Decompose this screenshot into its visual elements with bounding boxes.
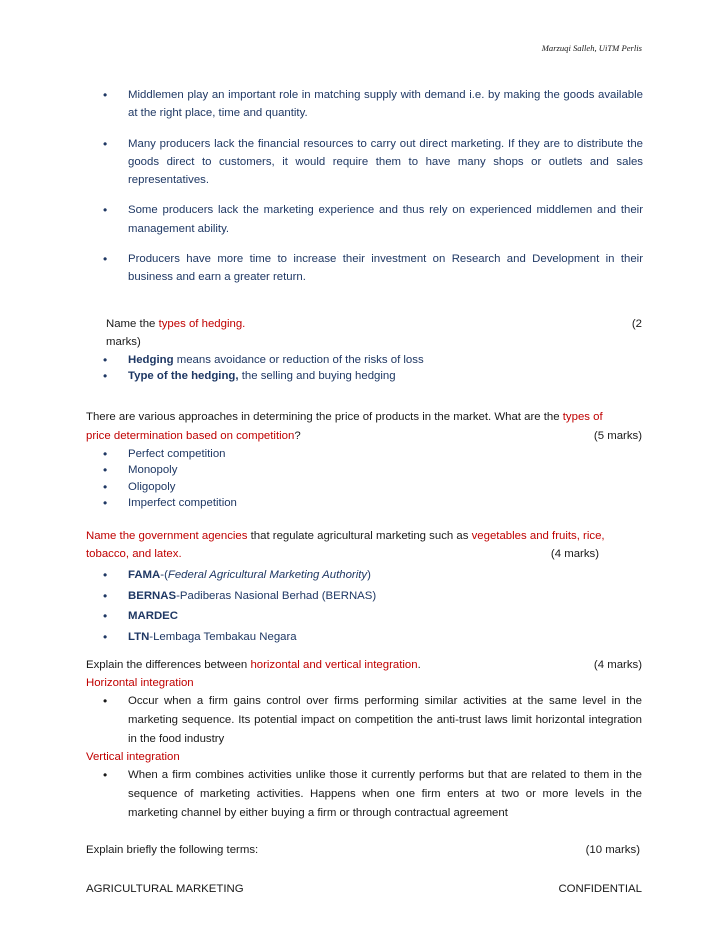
- vertical-integration-list: [128, 766, 642, 823]
- price-types-list: [128, 446, 237, 511]
- agency-text: -Lembaga Tembakau Negara: [149, 630, 297, 643]
- vertical-integration-title: Vertical integration: [86, 751, 180, 763]
- question-marks: (10 marks): [585, 844, 640, 856]
- list-item: • Oligopoly: [128, 479, 237, 495]
- question-highlight: horizontal and vertical integration: [250, 659, 418, 671]
- term-bold: Type of the hedging,: [128, 370, 239, 383]
- term-text: means avoidance or reduction of the risks of loss: [173, 354, 424, 366]
- list-item: [128, 565, 376, 586]
- question-marks: (4 marks): [550, 548, 599, 560]
- question-marks: (5 marks): [593, 430, 642, 442]
- question-marks: (2: [631, 318, 642, 330]
- question-price: [86, 409, 642, 426]
- horizontal-integration-list: [128, 692, 642, 749]
- question-integration: [86, 657, 642, 674]
- question-agencies-line2: [86, 546, 599, 563]
- question-agencies: [86, 528, 642, 545]
- question-highlight: types of hedging.: [158, 318, 246, 330]
- list-item: [128, 606, 376, 627]
- question-marks-continued: marks): [106, 336, 141, 348]
- term-bold: Hedging: [128, 354, 174, 366]
- middlemen-points-list: [128, 86, 643, 287]
- list-item: [128, 368, 424, 384]
- footer-confidential: CONFIDENTIAL: [558, 883, 642, 895]
- question-highlight: Name the government agencies: [86, 530, 248, 542]
- question-highlight: tobacco, and latex.: [86, 548, 182, 560]
- question-text: Explain briefly the following terms:: [86, 844, 259, 856]
- list-item: • Occur when a firm gains control over firms performing similar activities at the same level in the marketing sequence. Its potential impact on competition the anti-trust laws limit horizontal integration in the food industry: [128, 692, 642, 749]
- list-item: • Monopoly: [128, 462, 237, 478]
- list-item: • Some producers lack the marketing experience and thus rely on experienced middlemen and their management ability.: [128, 201, 643, 238]
- question-text: .: [417, 659, 421, 671]
- agency-acronym: BERNAS: [128, 589, 177, 602]
- agency-text: -(: [160, 569, 168, 581]
- question-highlight: types of: [562, 411, 603, 423]
- question-text: Name the: [106, 318, 159, 330]
- agency-acronym: FAMA: [128, 569, 161, 581]
- agency-text: ): [367, 569, 371, 581]
- hedging-list: [128, 352, 424, 385]
- list-item: • Perfect competition: [128, 446, 237, 462]
- question-highlight: price determination based on competition: [86, 430, 295, 442]
- list-item: [128, 352, 424, 368]
- page-header-author: Marzuqi Salleh, UiTM Perlis: [541, 43, 642, 53]
- list-item: • Many producers lack the financial resources to carry out direct marketing. If they are to distribute the goods direct to customers, it would require them to have many shops or outlets and sales representatives.: [128, 135, 643, 190]
- list-item: • Imperfect competition: [128, 495, 237, 511]
- list-item: • When a firm combines activities unlike those it currently performs but that are related to them in the sequence of marketing activities. Happens when one firm enters at two or more levels in the marketing channel by either buying a firm or through contractual agreement: [128, 766, 642, 823]
- list-item: • Middlemen play an important role in matching supply with demand i.e. by making the goods available at the right place, time and quantity.: [128, 86, 643, 123]
- horizontal-integration-title: Horizontal integration: [86, 677, 194, 689]
- question-terms: [86, 842, 640, 859]
- agencies-list: [128, 565, 376, 647]
- footer-course: AGRICULTURAL MARKETING: [86, 883, 244, 895]
- question-highlight: vegetables and fruits, rice,: [471, 530, 605, 542]
- question-text: There are various approaches in determining the price of products in the market. What are the: [86, 411, 563, 423]
- question-text: that regulate agricultural marketing such as: [247, 530, 472, 542]
- agency-text: -Padiberas Nasional Berhad (BERNAS): [176, 589, 377, 602]
- question-marks: (4 marks): [593, 659, 642, 671]
- agency-acronym: MARDEC: [128, 610, 178, 622]
- list-item: [128, 627, 376, 648]
- term-text: the selling and buying hedging: [238, 370, 396, 383]
- question-text: Explain the differences between: [86, 659, 251, 671]
- agency-fullname: Federal Agricultural Marketing Authority: [167, 569, 368, 581]
- question-hedging: [106, 316, 642, 333]
- list-item: [128, 586, 376, 607]
- question-text: ?: [294, 430, 301, 442]
- question-price-line2: [86, 428, 642, 445]
- list-item: • Producers have more time to increase their investment on Research and Development in their business and earn a greater return.: [128, 250, 643, 287]
- agency-acronym: LTN: [128, 630, 150, 643]
